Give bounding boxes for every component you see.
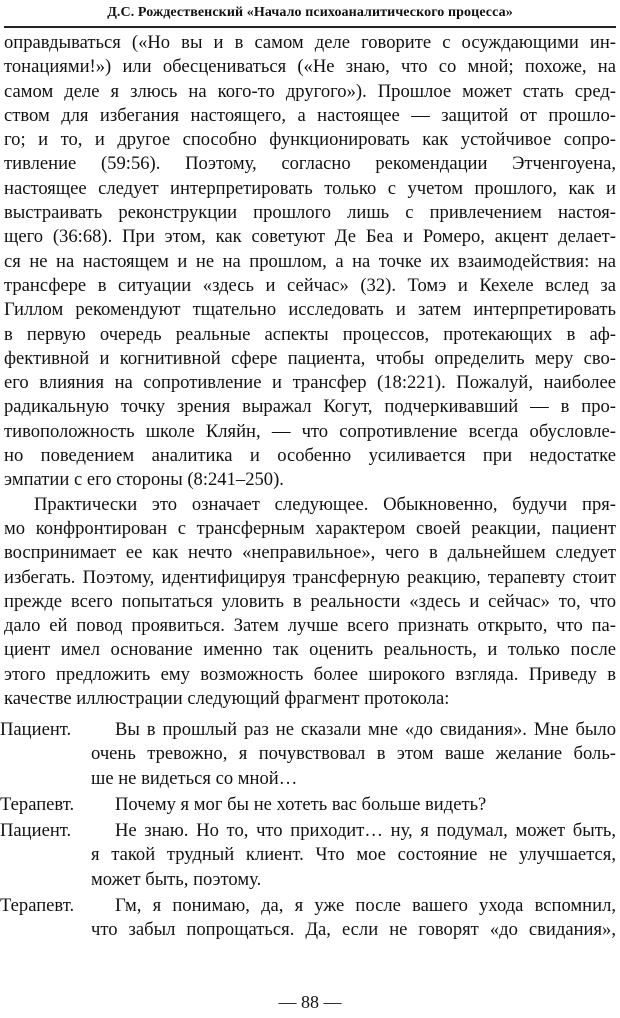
text-line: ся не на настоящем и не на прошлом, а на точке их взаимодействия: на <box>4 250 616 272</box>
paragraph-2 <box>4 493 616 712</box>
speech-line: Вы в прошлый раз не сказали мне «до свидания». Мне было <box>115 719 616 740</box>
header-rule <box>4 26 616 28</box>
text-line: фективной и когнитивной сфере пациента, чтобы определить меру сво- <box>4 347 616 369</box>
speech-text <box>91 894 616 943</box>
speaker-label: Терапевт. <box>0 895 75 917</box>
speech-line: Не знаю. Но то, что приходит… ну, я подумал, может быть, <box>115 820 616 842</box>
speaker-label: Пациент. <box>0 719 72 740</box>
text-line: тонациями!») или обесцениваться («Не знаю, что со мной; похоже, на <box>4 56 616 78</box>
paragraph-1 <box>4 31 616 493</box>
dialogue-turn <box>0 819 620 892</box>
text-line: качестве иллюстрации следующий фрагмент протокола: <box>4 688 450 710</box>
dialogue-turn <box>0 718 620 791</box>
dialogue-turn <box>0 793 620 817</box>
text-line: избегать. Поэтому, идентифицируя трансферную реакцию, терапевту стоит <box>4 566 616 588</box>
text-line: тивление (59:56). Поэтому, согласно рекомендации Этченгоуена, <box>4 153 616 175</box>
text-line: Практически это означает следующее. Обыкновенно, будучи пря- <box>34 493 616 515</box>
text-line: го; и то, и другое способно функционировать как устойчивое сопро- <box>4 129 616 151</box>
speech-line: очень тревожно, я почувствовал в этом ваше желание боль- <box>91 743 616 765</box>
text-line: настоящее следует интерпретировать только с учетом прошлого, как и <box>4 177 616 199</box>
text-line: но поведением аналитика и особенно усиливается при недостатке <box>4 445 616 467</box>
text-line: этого предложить ему возможность более широкого взгляда. Приведу в <box>4 663 616 685</box>
speech-text <box>91 819 616 892</box>
text-line: тивоположность школе Кляйн, — что сопротивление всегда обусловле- <box>4 420 616 442</box>
running-header: Д.С. Рождественский «Начало психоаналитического процесса» <box>107 5 513 20</box>
text-line: дало ей повод проявиться. Затем лучше всего признать открыто, что па- <box>4 615 616 637</box>
speaker-label: Терапевт. <box>0 793 75 815</box>
text-line: мо конфронтирован с трансферным характером своей реакции, пациент <box>4 517 616 539</box>
text-line: воспринимает ее как нечто «неправильное», чего в дальнейшем следует <box>4 542 616 564</box>
speech-line: что забыл попрощаться. Да, если не говорят «до свидания», <box>91 919 616 941</box>
text-line: трансфере в ситуации «здесь и сейчас» (32). Томэ и Кехеле вслед за <box>4 274 616 296</box>
speech-line: Гм, я понимаю, да, я уже после вашего ухода вспомнил, <box>115 895 616 917</box>
speaker-label: Пациент. <box>0 820 72 842</box>
speech-line: Почему я мог бы не хотеть вас больше видеть? <box>115 793 487 815</box>
text-line: щего (36:68). При этом, как советуют Де Беа и Ромеро, акцент делает- <box>4 226 616 248</box>
text-line: прежде всего попытаться уловить в реальности «здесь и сейчас» то, что <box>4 590 616 612</box>
text-line: самом деле я злюсь на кого-то другого»). Прошлое может стать сред- <box>4 80 616 102</box>
text-line: в первую очередь реальные аспекты процессов, протекающих в аф- <box>4 323 616 345</box>
speech-line: я такой трудный клиент. Что мое состояние не улучшается, <box>91 844 616 866</box>
text-line: эмпатии с его стороны (8:241–250). <box>4 469 284 491</box>
text-line: радикальную точку зрения выражал Когут, подчеркивавший — в про- <box>4 396 616 418</box>
speech-text <box>91 793 616 817</box>
text-line: циент имел основание именно так оценить реальность, и только после <box>4 639 616 661</box>
text-line: оправдываться («Но вы и в самом деле говорите с осуждающими ин- <box>4 32 616 53</box>
speech-line: может быть, поэтому. <box>91 868 262 890</box>
dialogue-turn <box>0 894 620 943</box>
speech-line: ше не видеться со мной… <box>91 767 298 789</box>
page-number: — 88 — <box>278 992 342 1012</box>
text-line: выстраивать реконструкции прошлого лишь с привлечением настоя- <box>4 202 616 224</box>
body-text <box>4 31 616 711</box>
dialogue-transcript <box>0 718 620 945</box>
speech-text <box>91 718 616 791</box>
text-line: Гиллом рекомендуют тщательно исследовать и затем интерпретировать <box>4 299 616 321</box>
text-line: ством для избегания настоящего, а настоящее — защитой от прошло- <box>4 104 616 126</box>
text-line: его влияния на сопротивление и трансфер (18:221). Пожалуй, наиболее <box>4 372 616 394</box>
